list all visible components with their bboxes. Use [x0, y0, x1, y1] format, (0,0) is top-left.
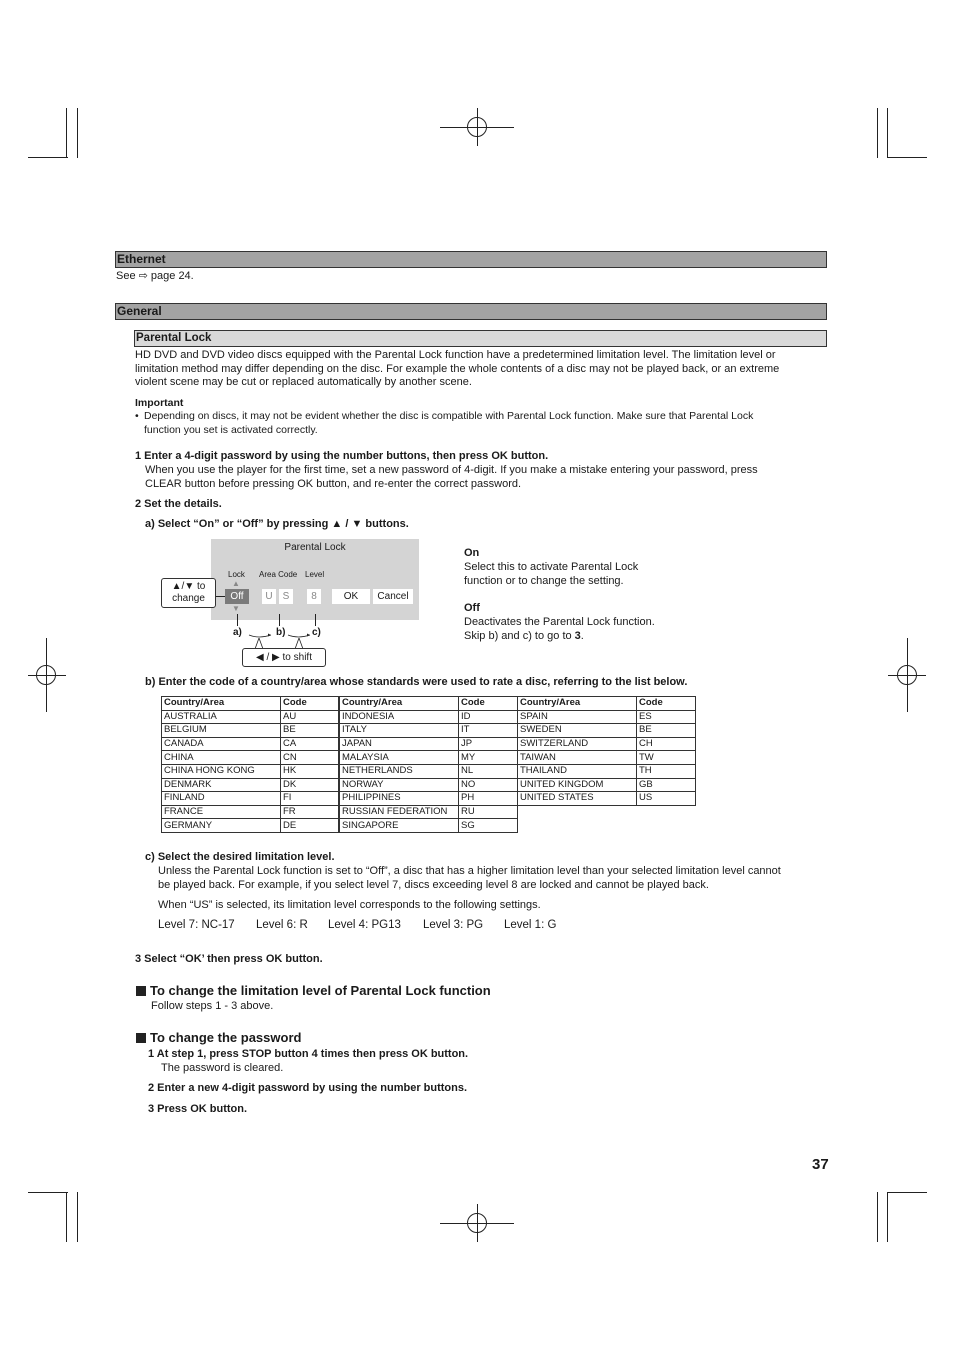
osd-title: Parental Lock	[284, 542, 346, 553]
code-cell: SG	[459, 819, 518, 833]
general-heading: General	[115, 303, 827, 320]
code-cell: FR	[281, 805, 339, 819]
arrow-right-icon: ⇨	[138, 270, 148, 282]
country-cell: SINGAPORE	[340, 819, 459, 833]
off-label: Off	[464, 602, 480, 614]
table-row	[340, 751, 518, 765]
important-bullet: •	[135, 410, 139, 422]
code-cell: TH	[637, 764, 696, 778]
table-row	[162, 764, 339, 778]
table-row	[162, 805, 339, 819]
osd-cancel-button[interactable]: Cancel	[373, 589, 413, 604]
country-cell: THAILAND	[518, 764, 637, 778]
level-1: Level 1: G	[504, 919, 557, 931]
table-row	[340, 805, 518, 819]
osd-up-arrow-icon: ▲	[232, 579, 240, 588]
table-row	[162, 819, 339, 833]
country-cell: CANADA	[162, 737, 281, 751]
table-row	[518, 751, 696, 765]
step2-title: 2 Set the details.	[135, 498, 222, 510]
table-row	[340, 819, 518, 833]
level-4: Level 4: PG13	[328, 919, 401, 931]
label-b: b)	[276, 627, 286, 638]
table-row	[340, 710, 518, 724]
table-row	[340, 724, 518, 738]
code-cell: DE	[281, 819, 339, 833]
header-country: Country/Area	[162, 697, 281, 711]
country-cell: NETHERLANDS	[340, 764, 459, 778]
country-cell: DENMARK	[162, 778, 281, 792]
table-row	[340, 737, 518, 751]
important-label: Important	[135, 397, 184, 409]
leader-b	[279, 614, 280, 626]
code-cell: FI	[281, 792, 339, 806]
change-callout: ▲/▼ to change	[161, 578, 216, 608]
change-password-step2: 2 Enter a new 4-digit password by using the number buttons.	[148, 1082, 468, 1094]
osd-level-value[interactable]: 8	[307, 589, 321, 604]
table-row	[340, 778, 518, 792]
osd-lock-label: Lock	[228, 570, 245, 579]
country-code-table-2	[339, 696, 518, 833]
country-cell: AUSTRALIA	[162, 710, 281, 724]
step2b-title: b) Enter the code of a country/area whose standards were used to rate a disc, referring to the list below.	[145, 676, 688, 688]
country-cell: UNITED STATES	[518, 792, 637, 806]
country-cell: INDONESIA	[340, 710, 459, 724]
table-row	[162, 724, 339, 738]
step3-title: 3 Select “OK’ then press OK button.	[135, 953, 323, 965]
country-cell: SWITZERLAND	[518, 737, 637, 751]
change-level-heading: To change the limitation level of Parental Lock function	[136, 983, 491, 999]
country-cell: ITALY	[340, 724, 459, 738]
osd-level-label: Level	[305, 570, 325, 579]
code-cell: CH	[637, 737, 696, 751]
ethernet-heading: Ethernet	[115, 251, 827, 268]
label-a: a)	[233, 627, 242, 638]
code-cell: CA	[281, 737, 339, 751]
country-cell: MALAYSIA	[340, 751, 459, 765]
page-number: 37	[812, 1156, 829, 1173]
country-cell: JAPAN	[340, 737, 459, 751]
code-cell: IT	[459, 724, 518, 738]
change-level-body: Follow steps 1 - 3 above.	[151, 1000, 274, 1012]
table-row	[162, 737, 339, 751]
country-code-table-1	[161, 696, 339, 833]
table-row	[518, 724, 696, 738]
osd-area-code-label: Area Code	[259, 570, 298, 579]
header-country: Country/Area	[340, 697, 459, 711]
step2c-title: c) Select the desired limitation level.	[145, 851, 335, 863]
country-cell: TAIWAN	[518, 751, 637, 765]
table-header-row	[340, 697, 518, 711]
header-code: Code	[637, 697, 696, 711]
osd-area-code-1[interactable]: U	[262, 589, 276, 604]
country-cell: FINLAND	[162, 792, 281, 806]
country-cell: FRANCE	[162, 805, 281, 819]
label-c: c)	[312, 627, 321, 638]
table-row	[518, 778, 696, 792]
code-cell: RU	[459, 805, 518, 819]
country-cell: SPAIN	[518, 710, 637, 724]
change-password-step3: 3 Press OK button.	[148, 1103, 248, 1115]
table-row	[162, 778, 339, 792]
off-description: Deactivates the Parental Lock function. Skip b) and c) to go to 3.	[464, 616, 655, 642]
code-cell: ES	[637, 710, 696, 724]
leader-a	[237, 614, 238, 626]
country-cell: PHILIPPINES	[340, 792, 459, 806]
country-cell: SWEDEN	[518, 724, 637, 738]
code-cell: MY	[459, 751, 518, 765]
parental-lock-heading: Parental Lock	[134, 330, 827, 347]
country-code-table-3	[517, 696, 696, 806]
step2c-body: Unless the Parental Lock function is set to “Off”, a disc that has a higher limitation level than your selected limitation level cannot be played back. For example, if you select level 7, discs exceeding level 8 are locked and cannot be played back.	[158, 865, 781, 891]
on-label: On	[464, 547, 480, 559]
code-cell: CN	[281, 751, 339, 765]
change-password-step1-body: The password is cleared.	[161, 1062, 284, 1074]
parental-lock-intro: HD DVD and DVD video discs equipped with the Parental Lock function have a predetermined limitation level. The limitation level or limitation method may differ depending on the disc. For example the whole contents of a disc may not be played back, or an extreme violent scene may be cut or replaced automatically by another scene.	[135, 349, 780, 388]
osd-ok-button[interactable]: OK	[332, 589, 370, 604]
code-cell: AU	[281, 710, 339, 724]
country-cell: RUSSIAN FEDERATION	[340, 805, 459, 819]
osd-down-arrow-icon: ▼	[232, 604, 240, 613]
step2c-us-note: When “US” is selected, its limitation level corresponds to the following settings.	[158, 899, 541, 911]
code-cell: PH	[459, 792, 518, 806]
country-cell: UNITED KINGDOM	[518, 778, 637, 792]
table-row	[162, 710, 339, 724]
code-cell: JP	[459, 737, 518, 751]
osd-area-code-2[interactable]: S	[279, 589, 293, 604]
code-cell: US	[637, 792, 696, 806]
code-cell: ID	[459, 710, 518, 724]
code-cell: BE	[637, 724, 696, 738]
header-code: Code	[459, 697, 518, 711]
table-row	[518, 764, 696, 778]
osd-lock-value[interactable]: Off	[225, 589, 249, 604]
step1-title: 1 Enter a 4-digit password by using the number buttons, then press OK button.	[135, 450, 549, 462]
square-bullet-icon	[136, 1033, 146, 1043]
step2a-title: a) Select “On” or “Off” by pressing ▲ / ▼ buttons.	[145, 518, 409, 530]
country-cell: NORWAY	[340, 778, 459, 792]
country-cell: BELGIUM	[162, 724, 281, 738]
table-row	[162, 792, 339, 806]
level-3: Level 3: PG	[423, 919, 484, 931]
level-6: Level 6: R	[256, 919, 308, 931]
change-password-heading: To change the password	[136, 1030, 301, 1046]
code-cell: TW	[637, 751, 696, 765]
table-row	[340, 792, 518, 806]
code-cell: NL	[459, 764, 518, 778]
table-row	[340, 764, 518, 778]
table-row	[162, 751, 339, 765]
table-header-row	[162, 697, 339, 711]
country-cell: GERMANY	[162, 819, 281, 833]
leader-c	[315, 614, 316, 626]
shift-arrows	[246, 628, 316, 650]
table-header-row	[518, 697, 696, 711]
change-password-step1: 1 At step 1, press STOP button 4 times then press OK button.	[148, 1048, 469, 1060]
change-callout-pointer	[216, 596, 225, 597]
header-country: Country/Area	[518, 697, 637, 711]
table-row	[518, 792, 696, 806]
square-bullet-icon	[136, 986, 146, 996]
code-cell: HK	[281, 764, 339, 778]
table-row	[518, 710, 696, 724]
country-cell: CHINA HONG KONG	[162, 764, 281, 778]
table-row	[518, 737, 696, 751]
ethernet-see-page: See ⇨ page 24.	[116, 270, 194, 282]
header-code: Code	[281, 697, 339, 711]
country-cell: CHINA	[162, 751, 281, 765]
on-description: Select this to activate Parental Lock function or to change the setting.	[464, 561, 639, 587]
code-cell: NO	[459, 778, 518, 792]
parental-lock-osd	[211, 539, 419, 620]
code-cell: BE	[281, 724, 339, 738]
code-cell: GB	[637, 778, 696, 792]
important-note: Depending on discs, it may not be evident whether the disc is compatible with Parental Lock function. Make sure that Parental Lock function you set is activated correctly.	[144, 410, 754, 436]
step1-body: When you use the player for the first time, set a new password of 4-digit. If you make a mistake entering your password, press CLEAR button before pressing OK button, and re-enter the correct password.	[145, 464, 758, 490]
level-7: Level 7: NC-17	[158, 919, 235, 931]
shift-callout: ◀ / ▶ to shift	[242, 648, 326, 667]
code-cell: DK	[281, 778, 339, 792]
